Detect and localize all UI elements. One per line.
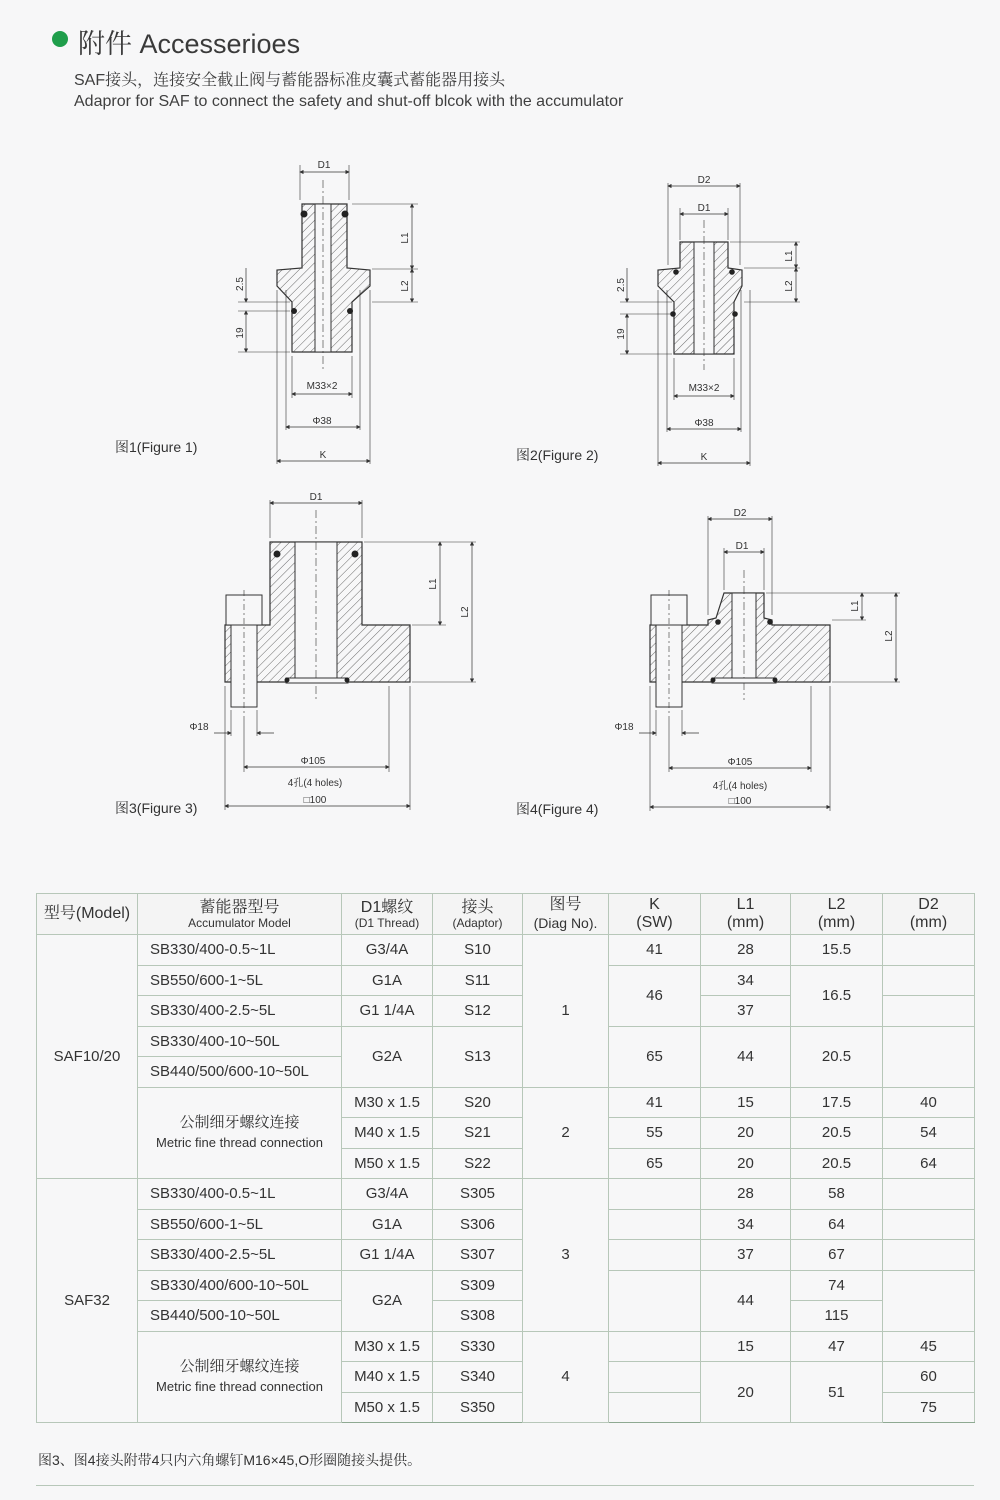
header-diag: 图号 (Diag No). [523,894,609,935]
fig2-dia-label: Φ38 [694,418,714,429]
model-cell: SAF10/20 [37,935,138,1179]
fig2-l1-label: L1 [784,250,795,262]
subtitle-cn: SAF接头，连接安全截止阀与蓄能器标准皮囊式蓄能器用接头 [74,72,506,89]
bottom-divider [36,1485,974,1486]
table-row: SB440/500-10~50L S308 115 [37,1301,975,1332]
header-model: 型号(Model) [37,894,138,935]
subtitle-en: Adapror for SAF to connect the safety and shut-off blcok with the accumulator [74,93,624,110]
table-row: SB330/400-10~50L G2A S13 65 44 20.5 [37,1026,975,1057]
figure-4 [614,508,900,811]
fig2-thread-label: M33×2 [688,383,720,394]
figure-3 [189,492,476,810]
fig2-d2-label: D2 [697,175,711,186]
metric-thread-cell: 公制细牙螺纹连接 Metric fine thread connection [138,1331,342,1423]
figure-1-caption: 图1(Figure 1) [115,439,198,455]
header-accumulator: 蓄能器型号 Accumulator Model [138,894,342,935]
figure-4-caption: 图4(Figure 4) [516,801,599,817]
fig4-pcd-label: Φ105 [727,757,753,768]
table-row: M50 x 1.5 S22 65 20 20.5 64 [37,1148,975,1179]
header-l2: L2 (mm) [791,894,883,935]
table-row: SB550/600-1~5L G1A S11 46 34 16.5 [37,965,975,996]
fig3-l1-label: L1 [428,578,439,590]
fig2-l2-label: L2 [784,280,795,292]
header-adaptor: 接头 (Adaptor) [433,894,523,935]
figure-3-caption: 图3(Figure 3) [115,800,198,816]
fig1-2p5-label: 2.5 [235,277,246,291]
fig3-square-label: □100 [303,795,327,806]
subtitle [74,70,623,112]
table-row: SB550/600-1~5L G1A S306 34 64 [37,1209,975,1240]
fig4-holes-label: 4孔(4 holes) [712,781,768,792]
fig1-l1-label: L1 [400,232,411,244]
fig4-bolt-label: Φ18 [614,722,634,733]
header-k: K (SW) [609,894,701,935]
table-row: SAF32 SB330/400-0.5~1L G3/4A S305 3 28 58 [37,1179,975,1210]
fig3-d1-label: D1 [309,492,323,503]
fig2-19-label: 19 [616,328,627,340]
table-row: M40 x 1.5 S340 20 51 60 [37,1362,975,1393]
figure-2-caption: 图2(Figure 2) [516,447,599,463]
table-row: SB330/400/600-10~50L G2A S309 44 74 [37,1270,975,1301]
spec-table [36,893,975,1423]
figure-1 [235,160,418,464]
table-row: SB330/400-2.5~5L G1 1/4A S12 37 [37,996,975,1027]
section-header [52,22,300,61]
footnote: 图3、图4接头附带4只内六角螺钉M16×45,O形圈随接头提供。 [38,1452,422,1468]
fig1-l2-label: L2 [400,280,411,292]
model-cell: SAF32 [37,1179,138,1423]
bullet-dot-icon [52,31,68,47]
table-row: SAF10/20 SB330/400-0.5~1L G3/4A S10 1 41 28 15.5 [37,935,975,966]
fig2-2p5-label: 2.5 [616,278,627,292]
fig1-k-label: K [319,450,327,461]
figure-2 [616,175,800,466]
table-header-row [37,894,975,935]
section-title: 附件 Accesserioes [78,29,301,59]
fig3-l2-label: L2 [460,606,471,618]
fig2-d1-label: D1 [697,203,711,214]
header-l1: L1 (mm) [701,894,791,935]
fig3-holes-label: 4孔(4 holes) [287,778,343,789]
table-row: 公制细牙螺纹连接 Metric fine thread connection M30 x 1.5 S20 2 41 15 17.5 40 [37,1087,975,1118]
fig1-thread-label: M33×2 [306,381,338,392]
metric-thread-cell: 公制细牙螺纹连接 Metric fine thread connection [138,1087,342,1179]
fig4-d1-label: D1 [735,541,749,552]
table-row: SB330/400-2.5~5L G1 1/4A S307 37 67 [37,1240,975,1271]
fig3-pcd-label: Φ105 [300,756,326,767]
fig4-square-label: □100 [728,796,752,807]
fig1-dia-label: Φ38 [312,416,332,427]
table-row: SB440/500/600-10~50L [37,1057,975,1088]
fig1-19-label: 19 [235,327,246,339]
technical-drawings [0,120,1000,820]
fig2-k-label: K [700,452,708,463]
header-d1-thread: D1螺纹 (D1 Thread) [342,894,433,935]
header-d2: D2 (mm) [883,894,975,935]
table-row: M40 x 1.5 S21 55 20 20.5 54 [37,1118,975,1149]
table-row: M50 x 1.5 S350 75 [37,1392,975,1423]
fig4-d2-label: D2 [733,508,747,519]
fig4-l2-label: L2 [884,630,895,642]
fig1-d1-label: D1 [317,160,331,171]
fig3-bolt-label: Φ18 [189,722,209,733]
fig4-l1-label: L1 [850,600,861,612]
table-row: 公制细牙螺纹连接 Metric fine thread connection M30 x 1.5 S330 4 15 47 45 [37,1331,975,1362]
